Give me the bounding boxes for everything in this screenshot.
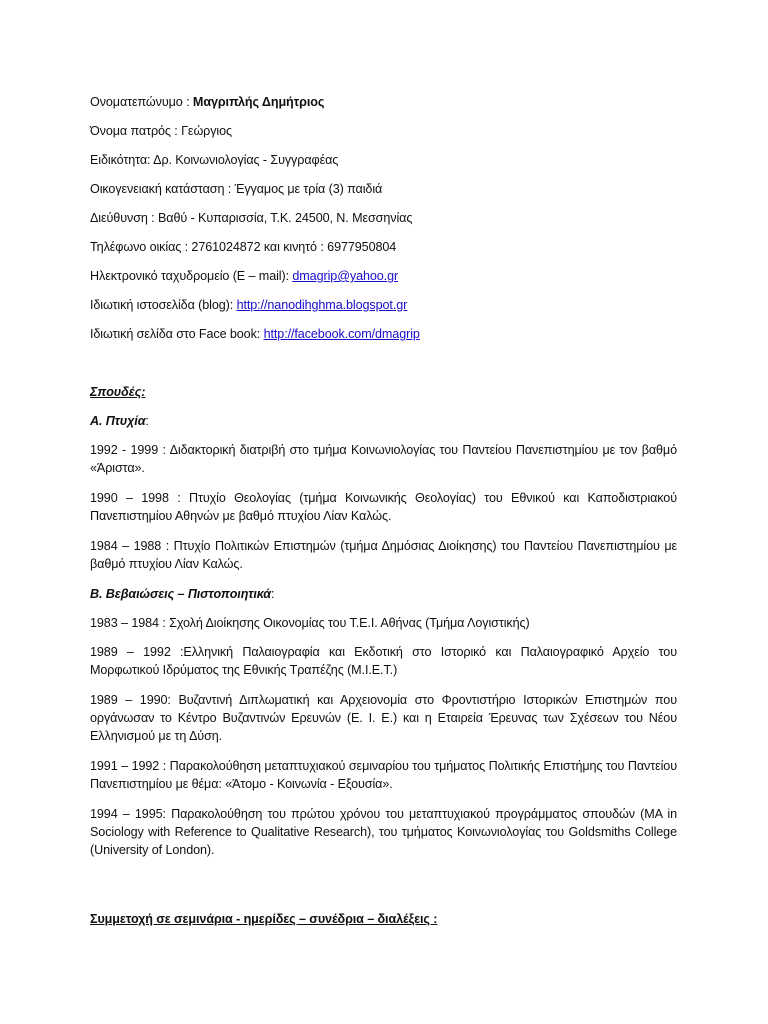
degrees-heading — [90, 412, 677, 430]
certificate-item-3: 1989 – 1990: Βυζαντινή Διπλωματική και Αρχειονομία στο Φροντιστήριο Ιστορικών Επιστημών που οργάνωσαν το Κέντρο Βυζαντινών Ερευνών (Ε. Ι. Ε.) και η Εταιρεία Έρευνας των Σχέσεων του Νέου Ελληνισμού με τη Δύση. — [90, 693, 677, 743]
degree-item-2: 1990 – 1998 : Πτυχίο Θεολογίας (τμήμα Κοινωνικής Θεολογίας) του Εθνικού και Καποδιστριακού Πανεπιστημίου Αθηνών με βαθμό πτυχίου Λίαν Καλώς. — [90, 491, 677, 523]
name-value: Μαγριπλής Δημήτριος — [192, 95, 325, 109]
seminars-heading-text: Συμμετοχή σε σεμινάρια - ημερίδες – συνέδρια – διαλέξεις : — [90, 912, 438, 926]
certificate-item-1: 1983 – 1984 : Σχολή Διοίκησης Οικονομίας του Τ.Ε.Ι. Αθήνας (Τμήμα Λογιστικής) — [90, 616, 530, 630]
degrees-heading-text: Α. Πτυχία — [90, 414, 146, 428]
name-label: Ονοματεπώνυμο : — [90, 95, 193, 109]
certificate-item-5: 1994 – 1995: Παρακολούθηση του πρώτου χρόνου του μεταπτυχιακού προγράμματος σπουδών (MA in Sociology with Reference to Qualitative Research), του τμήματος Κοινωνιολογίας του Goldsmiths College (University of London). — [90, 807, 677, 857]
email-link[interactable]: dmagrip@yahoo.gr — [292, 269, 399, 283]
family-status-line: Οικογενειακή κατάσταση : Έγγαμος με τρία (3) παιδιά — [90, 182, 383, 196]
email-line — [90, 267, 677, 285]
blog-label: Ιδιωτική ιστοσελίδα (blog): — [90, 298, 237, 312]
blog-link[interactable]: http://nanodihghma.blogspot.gr — [236, 298, 408, 312]
father-line: Όνομα πατρός : Γεώργιος — [90, 124, 233, 138]
specialty-line: Ειδικότητα: Δρ. Κοινωνιολογίας - Συγγραφέας — [90, 153, 339, 167]
seminars-heading — [90, 910, 677, 928]
facebook-label: Ιδιωτική σελίδα στο Face book: — [90, 327, 264, 341]
certificates-heading-colon: : — [271, 587, 275, 601]
facebook-line — [90, 325, 677, 343]
certificate-item-2: 1989 – 1992 :Ελληνική Παλαιογραφία και Εκδοτική στο Ιστορικό και Παλαιογραφικό Αρχείο του Μορφωτικού Ιδρύματος της Εθνικής Τραπέζης (Μ.Ι.Ε.Τ.) — [90, 645, 677, 677]
degree-item-1: 1992 - 1999 : Διδακτορική διατριβή στο τμήμα Κοινωνιολογίας του Παντείου Πανεπιστημίου με τον βαθμό «Άριστα». — [90, 443, 677, 475]
facebook-link[interactable]: http://facebook.com/dmagrip — [263, 327, 420, 341]
studies-heading-text: Σπουδές: — [90, 385, 146, 399]
certificate-item-4: 1991 – 1992 : Παρακολούθηση μεταπτυχιακού σεμιναρίου του τμήματος Πολιτικής Επιστήμης του Παντείου Πανεπιστημίου με θέμα: «Άτομο - Κοινωνία - Εξουσία». — [90, 759, 677, 791]
blog-line — [90, 296, 677, 314]
email-label: Ηλεκτρονικό ταχυδρομείο (E – mail): — [90, 269, 293, 283]
address-line: Διεύθυνση : Βαθύ - Κυπαρισσία, Τ.Κ. 24500, Ν. Μεσσηνίας — [90, 211, 413, 225]
degree-item-3: 1984 – 1988 : Πτυχίο Πολιτικών Επιστημών (τμήμα Δημόσιας Διοίκησης) του Παντείου Πανεπιστημίου με βαθμό πτυχίου Λίαν Καλώς. — [90, 539, 677, 571]
certificates-heading-text: Β. Βεβαιώσεις – Πιστοποιητικά — [90, 587, 272, 601]
studies-heading — [90, 383, 677, 401]
degrees-heading-colon: : — [145, 414, 149, 428]
name-line — [90, 93, 677, 111]
phone-line: Τηλέφωνο οικίας : 2761024872 και κινητό : 6977950804 — [90, 240, 397, 254]
certificates-heading — [90, 585, 677, 603]
